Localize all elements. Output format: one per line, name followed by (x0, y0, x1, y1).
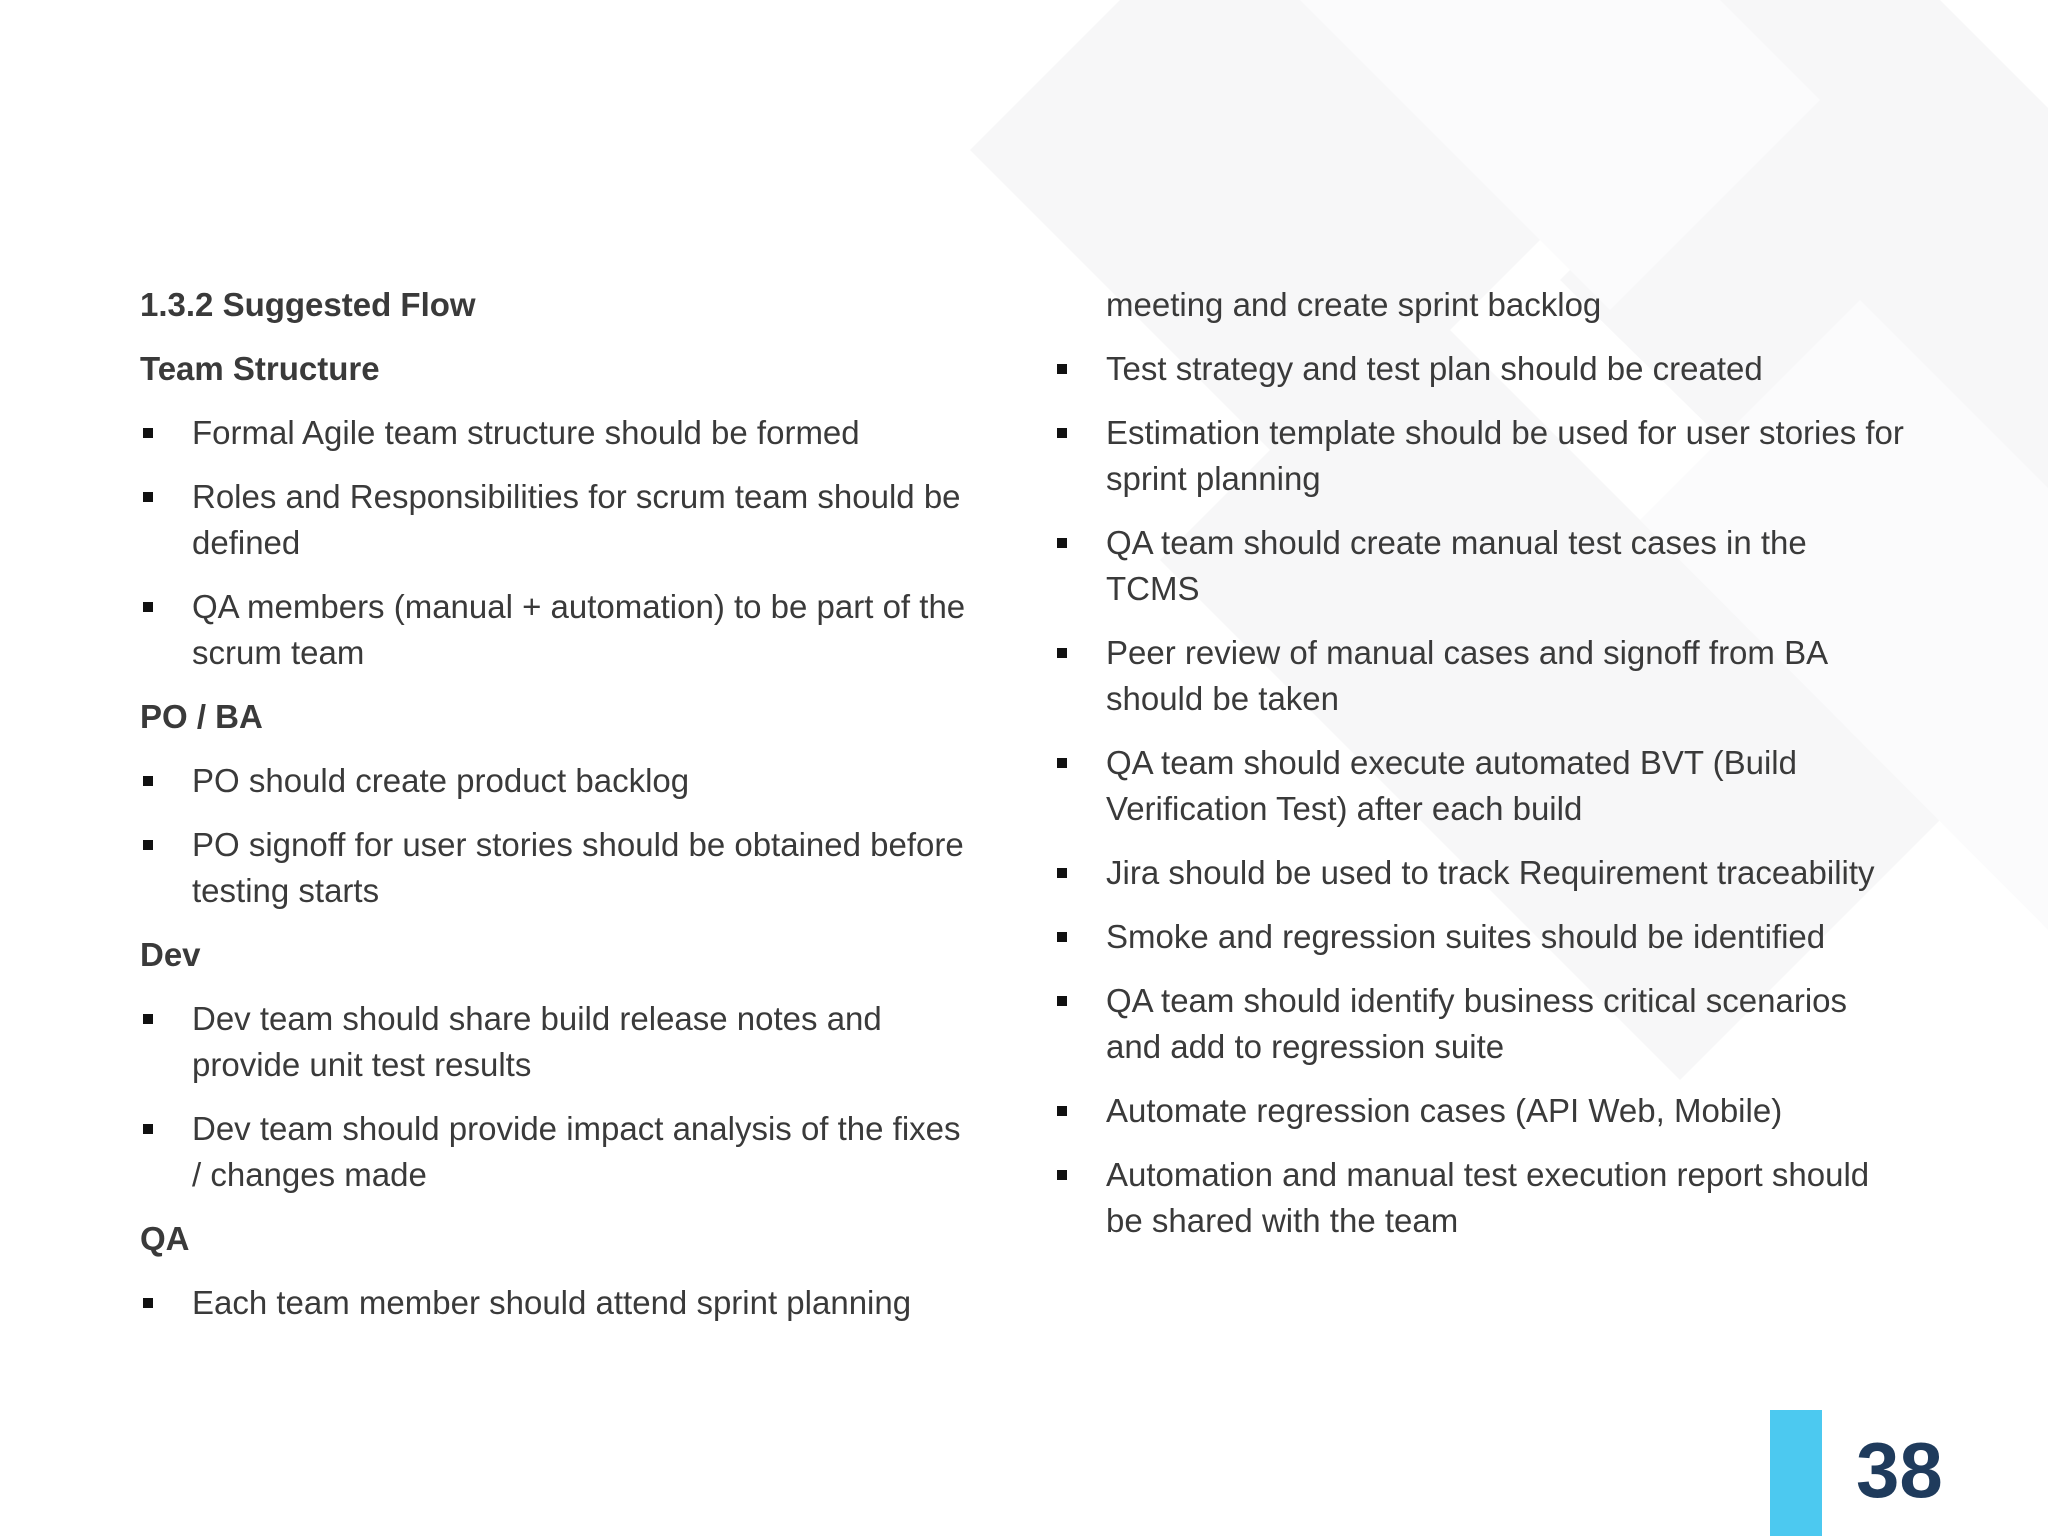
list-item-text: Roles and Responsibilities for scrum team should be defined (192, 478, 961, 561)
square-bullet-icon (1057, 648, 1067, 658)
list-item (1054, 520, 1904, 612)
square-bullet-icon (143, 840, 153, 850)
team-structure-list (140, 410, 970, 676)
list-item-text: Each team member should attend sprint planning (192, 1284, 912, 1321)
list-item (140, 1280, 970, 1326)
square-bullet-icon (1057, 868, 1067, 878)
list-item (140, 474, 970, 566)
square-bullet-icon (1057, 538, 1067, 548)
po-ba-heading: PO / BA (140, 698, 263, 735)
list-item-text: Dev team should provide impact analysis of the fixes / changes made (192, 1110, 961, 1193)
team-structure-heading: Team Structure (140, 350, 380, 387)
list-item-continuation: meeting and create sprint backlog (1106, 286, 1602, 323)
qa-heading: QA (140, 1220, 190, 1257)
list-item-text: QA team should execute automated BVT (Build Verification Test) after each build (1106, 744, 1797, 827)
list-item (1054, 410, 1904, 502)
list-item-text: Peer review of manual cases and signoff from BA should be taken (1106, 634, 1827, 717)
list-item (140, 758, 970, 804)
dev-list (140, 996, 970, 1198)
list-item (140, 822, 970, 914)
square-bullet-icon (1057, 364, 1067, 374)
list-item (140, 996, 970, 1088)
dev-heading: Dev (140, 936, 201, 973)
list-item (1054, 1152, 1904, 1244)
list-item-text: PO should create product backlog (192, 762, 690, 799)
list-item (1054, 1088, 1904, 1134)
list-item-text: QA team should create manual test cases in the TCMS (1106, 524, 1807, 607)
po-ba-list (140, 758, 970, 914)
list-item-text: QA team should identify business critical scenarios and add to regression suite (1106, 982, 1848, 1065)
list-item (140, 1106, 970, 1198)
square-bullet-icon (1057, 428, 1067, 438)
section-title: 1.3.2 Suggested Flow (140, 286, 476, 323)
list-item-text: Estimation template should be used for user stories for sprint planning (1106, 414, 1904, 497)
square-bullet-icon (143, 1124, 153, 1134)
square-bullet-icon (143, 1014, 153, 1024)
square-bullet-icon (1057, 1170, 1067, 1180)
page-number: 38 (1856, 1426, 1943, 1514)
square-bullet-icon (143, 776, 153, 786)
qa-list-continued (1054, 346, 1904, 1244)
square-bullet-icon (143, 602, 153, 612)
square-bullet-icon (1057, 1106, 1067, 1116)
list-item-text: Smoke and regression suites should be identified (1106, 918, 1826, 955)
list-item (1054, 978, 1904, 1070)
page-number-accent-bar (1770, 1410, 1822, 1536)
list-item-text: Dev team should share build release notes and provide unit test results (192, 1000, 882, 1083)
square-bullet-icon (143, 492, 153, 502)
list-item-text: Test strategy and test plan should be created (1106, 350, 1763, 387)
list-item-text: Formal Agile team structure should be formed (192, 414, 860, 451)
right-column (1054, 282, 1904, 1262)
qa-list (140, 1280, 970, 1326)
list-item-text: Automate regression cases (API Web, Mobile) (1106, 1092, 1783, 1129)
list-item-text: Automation and manual test execution report should be shared with the team (1106, 1156, 1870, 1239)
list-item-text: QA members (manual + automation) to be part of the scrum team (192, 588, 966, 671)
list-item (140, 410, 970, 456)
list-item (1054, 346, 1904, 392)
list-item (140, 584, 970, 676)
list-item (1054, 740, 1904, 832)
square-bullet-icon (1057, 996, 1067, 1006)
left-column (140, 282, 970, 1344)
list-item (1054, 914, 1904, 960)
list-item (1054, 850, 1904, 896)
square-bullet-icon (143, 428, 153, 438)
list-item (1054, 630, 1904, 722)
square-bullet-icon (143, 1298, 153, 1308)
list-item-text: Jira should be used to track Requirement traceability (1106, 854, 1875, 891)
square-bullet-icon (1057, 932, 1067, 942)
list-item-text: PO signoff for user stories should be obtained before testing starts (192, 826, 964, 909)
square-bullet-icon (1057, 758, 1067, 768)
